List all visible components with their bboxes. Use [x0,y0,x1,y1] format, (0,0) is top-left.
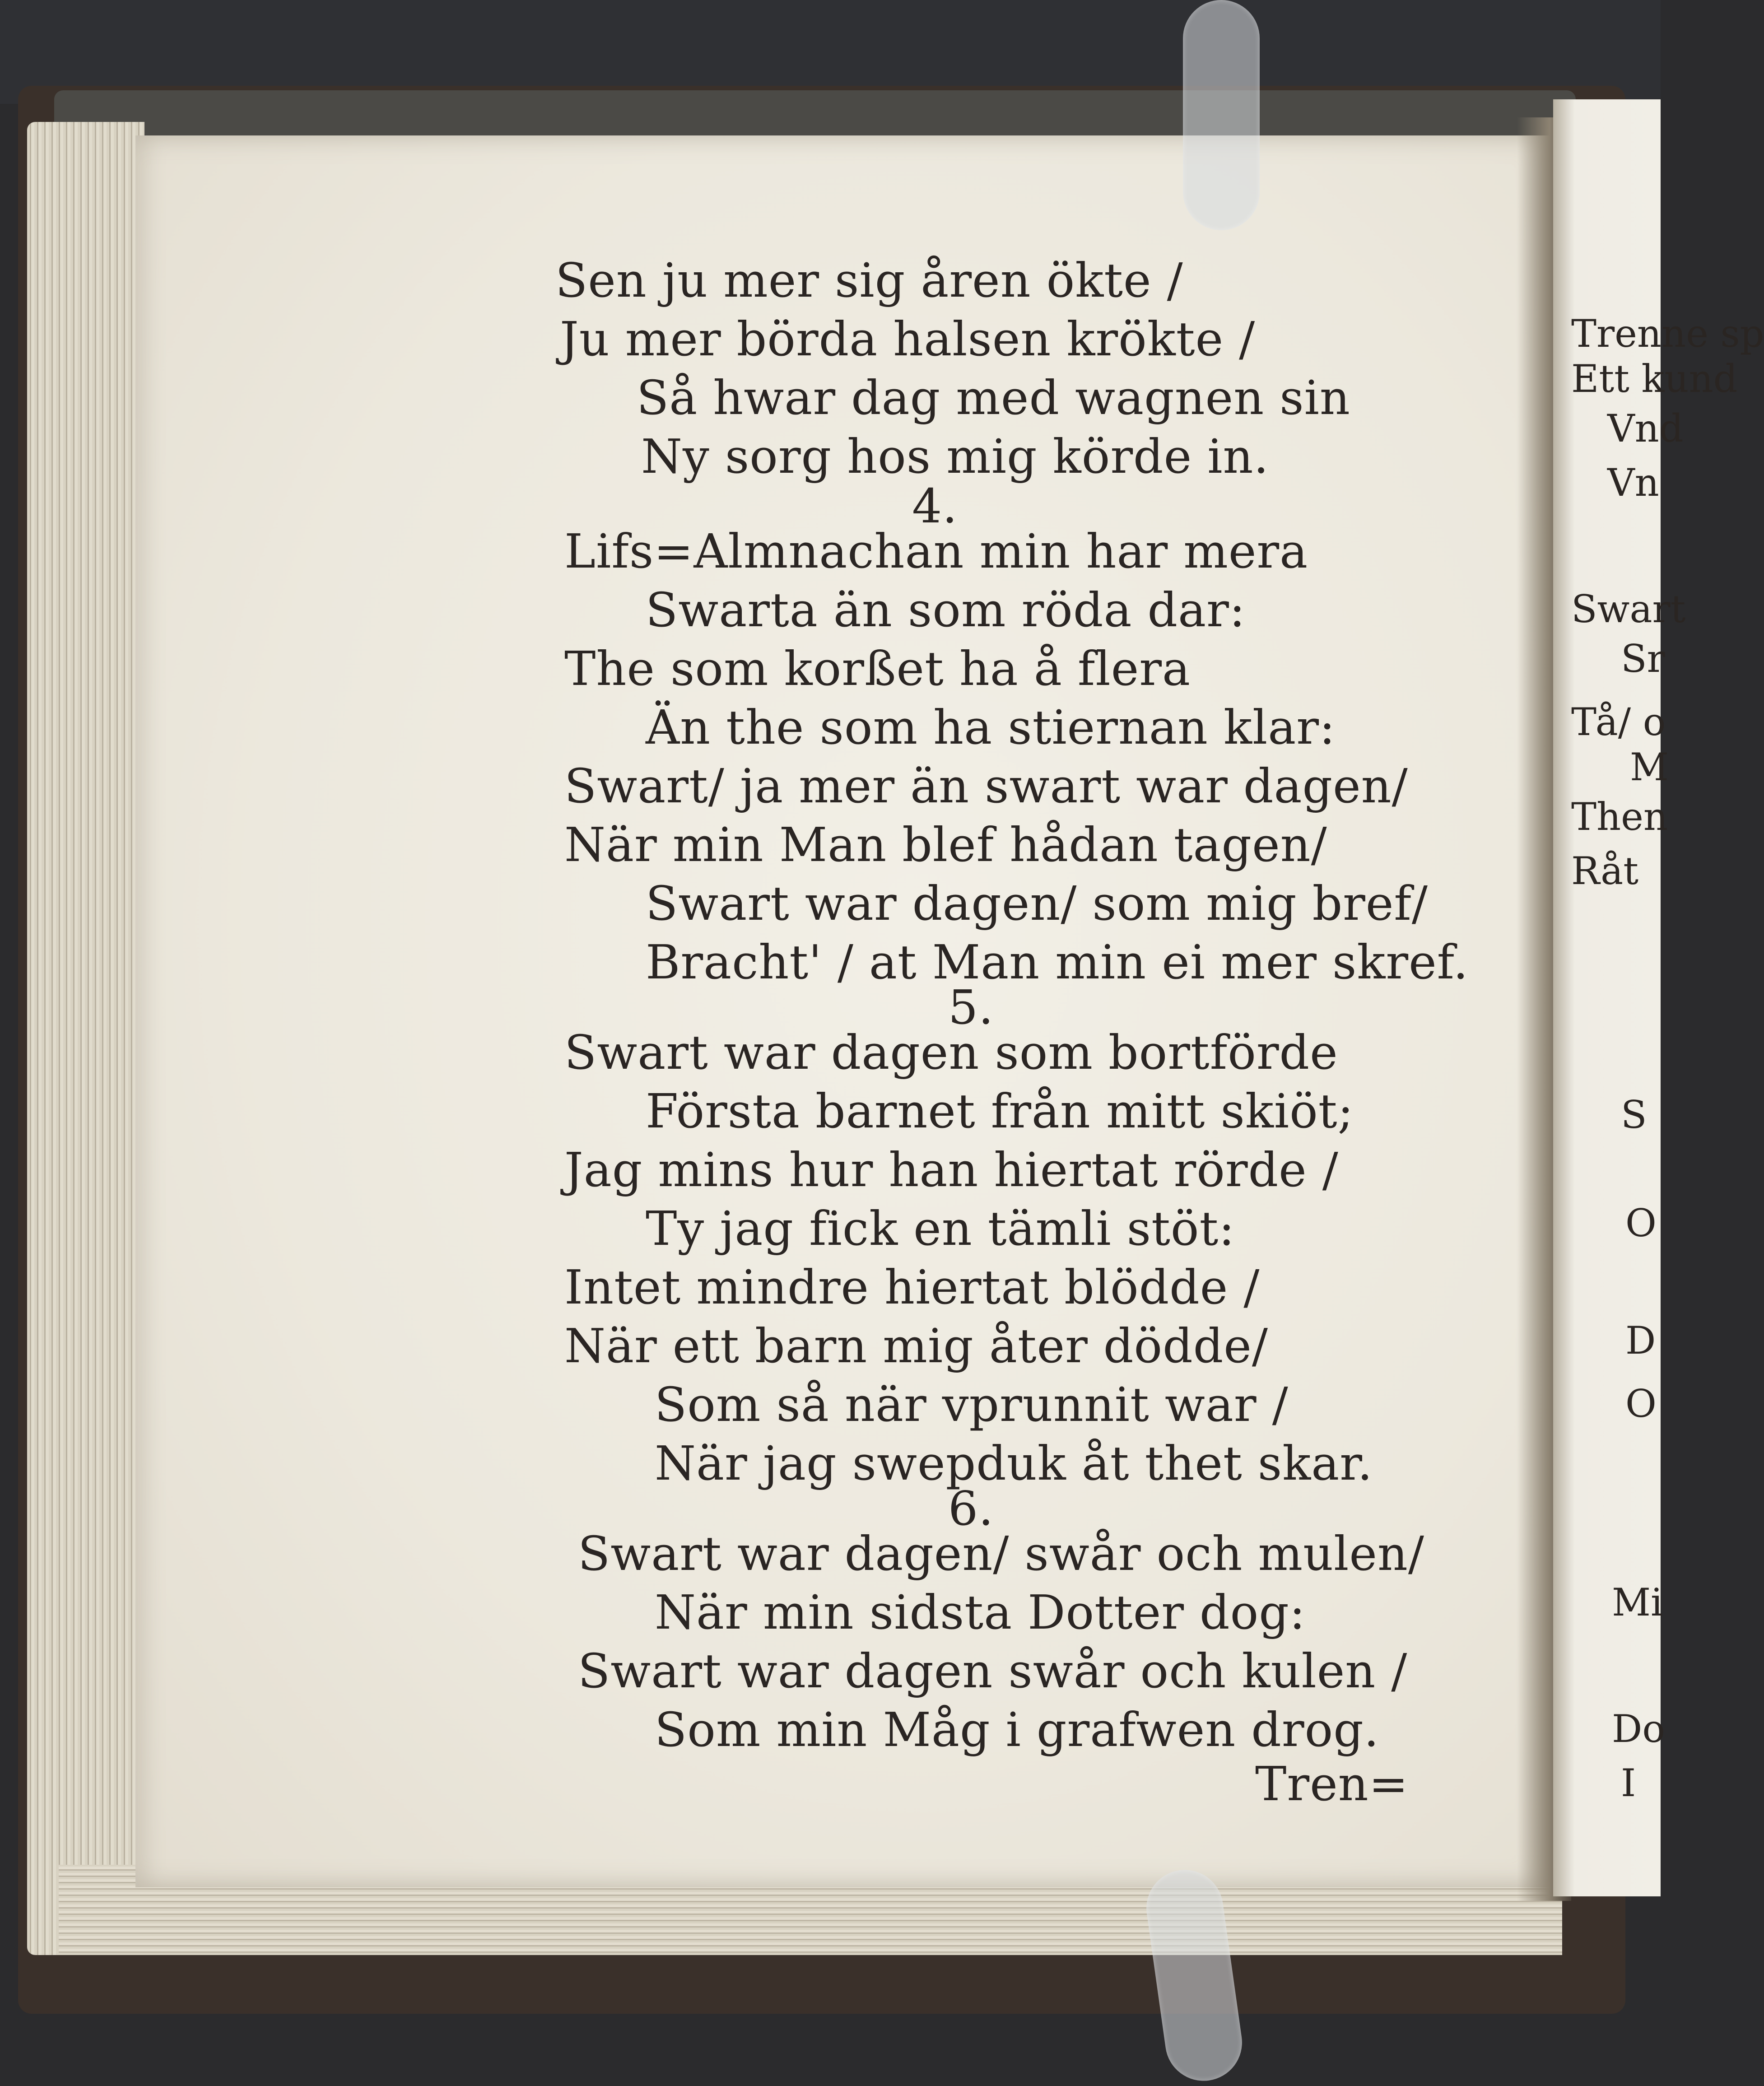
poem-line: Jag mins hur han hiertat rörde / [564,1142,1339,1197]
poem-line: Som min Måg i grafwen drog. [655,1702,1379,1757]
poem-line: När ett barn mig åter dödde/ [564,1318,1268,1374]
facing-page-fragment: Vnd [1607,406,1684,451]
poem-line: Bracht' / at Man min ei mer skref. [646,935,1469,990]
stanza-number: 6. [948,1481,994,1536]
facing-page-fragment: D [1625,1318,1656,1363]
page-clip-top [1183,0,1260,230]
poem-line: När min sidsta Dotter dog: [655,1585,1306,1640]
facing-page-fragment: I [1621,1761,1636,1805]
facing-page-fragment: Råt [1571,849,1639,893]
facing-page-fragment: Vn [1607,461,1659,505]
facing-page-fragment: Swart [1571,587,1686,631]
poem-line: The som korßet ha å flera [564,641,1191,696]
facing-page-fragment: Mi [1612,1580,1663,1625]
facing-page-fragment: Tå/ o [1571,700,1666,744]
poem-line: Som så när vprunnit war / [655,1377,1289,1432]
facing-page-fragment: Ett kund [1571,357,1738,401]
poem-line: Ty jag fick en tämli stöt: [646,1201,1235,1256]
facing-page-fragment: Trenne sp [1571,312,1764,356]
facing-page-fragment: O [1625,1382,1657,1426]
facing-page-fragment: O [1625,1201,1657,1245]
poem-line: Sen ju mer sig åren ökte / [555,253,1183,308]
catchword: Tren= [1255,1756,1409,1811]
facing-page-fragment: S [1621,1093,1647,1137]
poem-line: Så hwar dag med wagnen sin [637,370,1350,425]
poem-line: Än the som ha stiernan klar: [646,700,1336,755]
facing-page-fragment: Sr [1621,637,1665,681]
poem-line: När jag swepduk åt thet skar. [655,1436,1373,1491]
poem-line: Intet mindre hiertat blödde / [564,1260,1260,1315]
facing-page-edge [1553,99,1764,1896]
stanza-number: 4. [912,479,958,534]
poem-line: När min Man blef hådan tagen/ [564,817,1327,872]
poem-line: Swart war dagen/ som mig bref/ [646,876,1428,931]
poem-line: Swart war dagen som bortförde [564,1025,1338,1080]
poem-line: Ju mer börda halsen krökte / [560,312,1256,367]
facing-page-fragment: M [1630,745,1669,789]
poem-line: Ny sorg hos mig körde in. [641,429,1269,484]
poem-line: Swart war dagen/ swår och mulen/ [578,1526,1424,1581]
facing-page-fragment: Do [1612,1707,1665,1751]
facing-page-fragment: Then [1571,795,1668,839]
poem-line: Lifs=Almnachan min har mera [564,524,1308,579]
stanza-number: 5. [948,980,994,1035]
poem-line: Första barnet från mitt skiöt; [646,1084,1354,1139]
poem-line: Swarta än som röda dar: [646,582,1246,638]
poem-line: Swart war dagen swår och kulen / [578,1644,1408,1699]
page-stack-edge [27,122,144,1955]
poem-line: Swart/ ja mer än swart war dagen/ [564,759,1408,814]
